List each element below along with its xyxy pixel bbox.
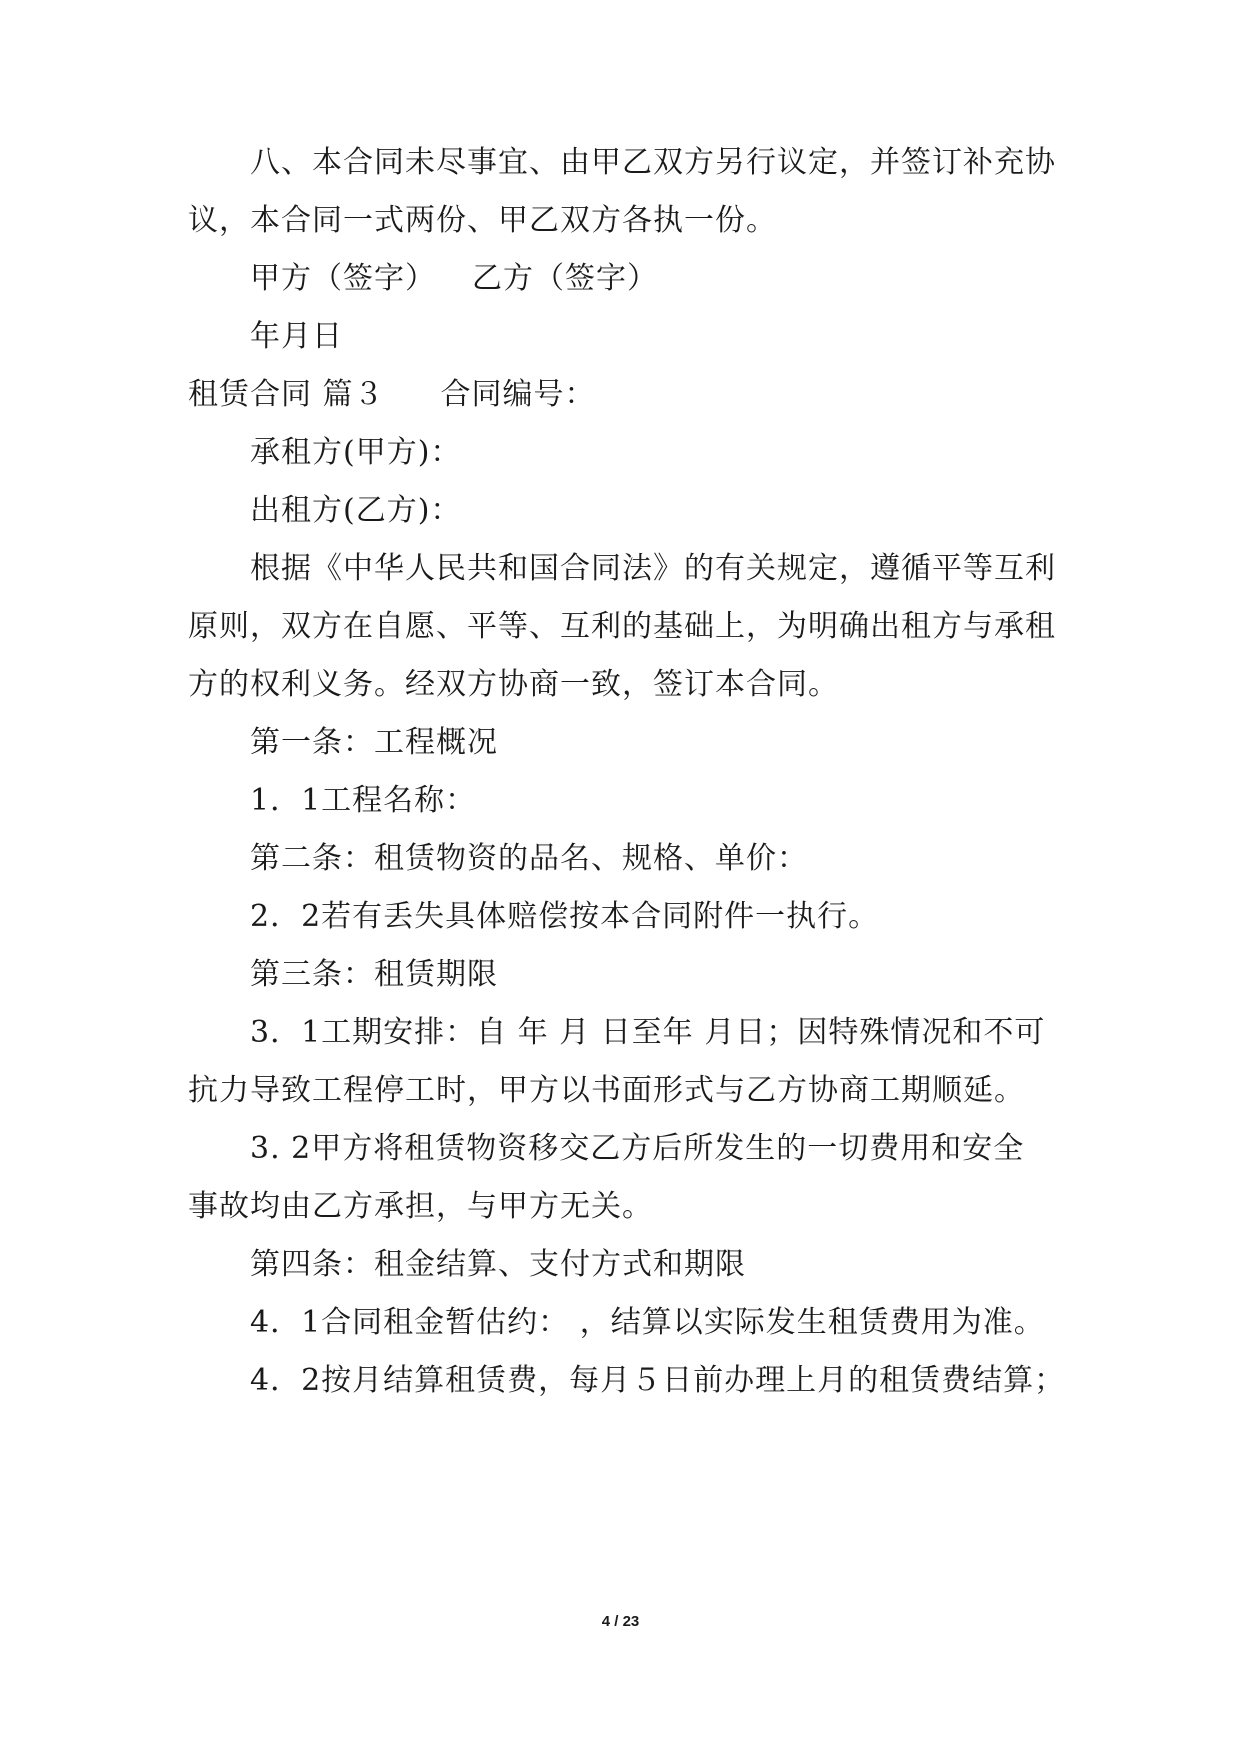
article-heading: 第四条：租金结算、支付方式和期限 <box>250 1247 746 1282</box>
section-heading-line <box>188 375 596 415</box>
paragraph-line: 2．2若有丢失具体赔偿按本合同附件一执行。 <box>250 899 880 934</box>
paragraph-line: 事故均由乙方承担，与甲方无关。 <box>188 1189 653 1224</box>
signature-line <box>250 259 658 299</box>
paragraph-line: 根据《中华人民共和国合同法》的有关规定，遵循平等互利 <box>250 551 1056 586</box>
paragraph-line: 3．1工期安排：自 年 月 日至年 月日；因特殊情况和不可 <box>250 1015 1046 1050</box>
date-line: 年月日 <box>250 319 343 354</box>
paragraph-line: 方的权利义务。经双方协商一致，签订本合同。 <box>188 667 839 702</box>
article-heading: 第一条：工程概况 <box>250 725 498 760</box>
paragraph-line: 抗力导致工程停工时，甲方以书面形式与乙方协商工期顺延。 <box>188 1073 1025 1108</box>
paragraph-line: 1．1工程名称： <box>250 783 477 818</box>
contract-number-label: 合同编号： <box>440 377 596 412</box>
paragraph-line: 3. 2甲方将租赁物资移交乙方后所发生的一切费用和安全 <box>250 1131 1025 1166</box>
article-heading: 第二条：租赁物资的品名、规格、单价： <box>250 841 808 876</box>
paragraph-line: 原则，双方在自愿、平等、互利的基础上，为明确出租方与承租 <box>188 609 1056 644</box>
page-number: 4 / 23 <box>601 1613 640 1630</box>
party-a-signature-label: 甲方（签字） <box>250 261 436 296</box>
paragraph-line: 4．1合同租金暂估约： ，结算以实际发生租赁费用为准。 <box>250 1305 1045 1340</box>
article-heading: 第三条：租赁期限 <box>250 957 498 992</box>
party-b-signature-label: 乙方（签字） <box>472 261 658 296</box>
paragraph-line: 承租方(甲方)： <box>250 435 462 470</box>
paragraph-line: 八、本合同未尽事宜、由甲乙双方另行议定，并签订补充协 <box>250 145 1056 180</box>
section-heading: 租赁合同 篇３ <box>188 377 385 412</box>
paragraph-line: 议，本合同一式两份、甲乙双方各执一份。 <box>188 203 777 238</box>
paragraph-line: 出租方(乙方)： <box>250 493 462 528</box>
paragraph-line: 4．2按月结算租赁费，每月５日前办理上月的租赁费结算； <box>250 1363 1066 1398</box>
